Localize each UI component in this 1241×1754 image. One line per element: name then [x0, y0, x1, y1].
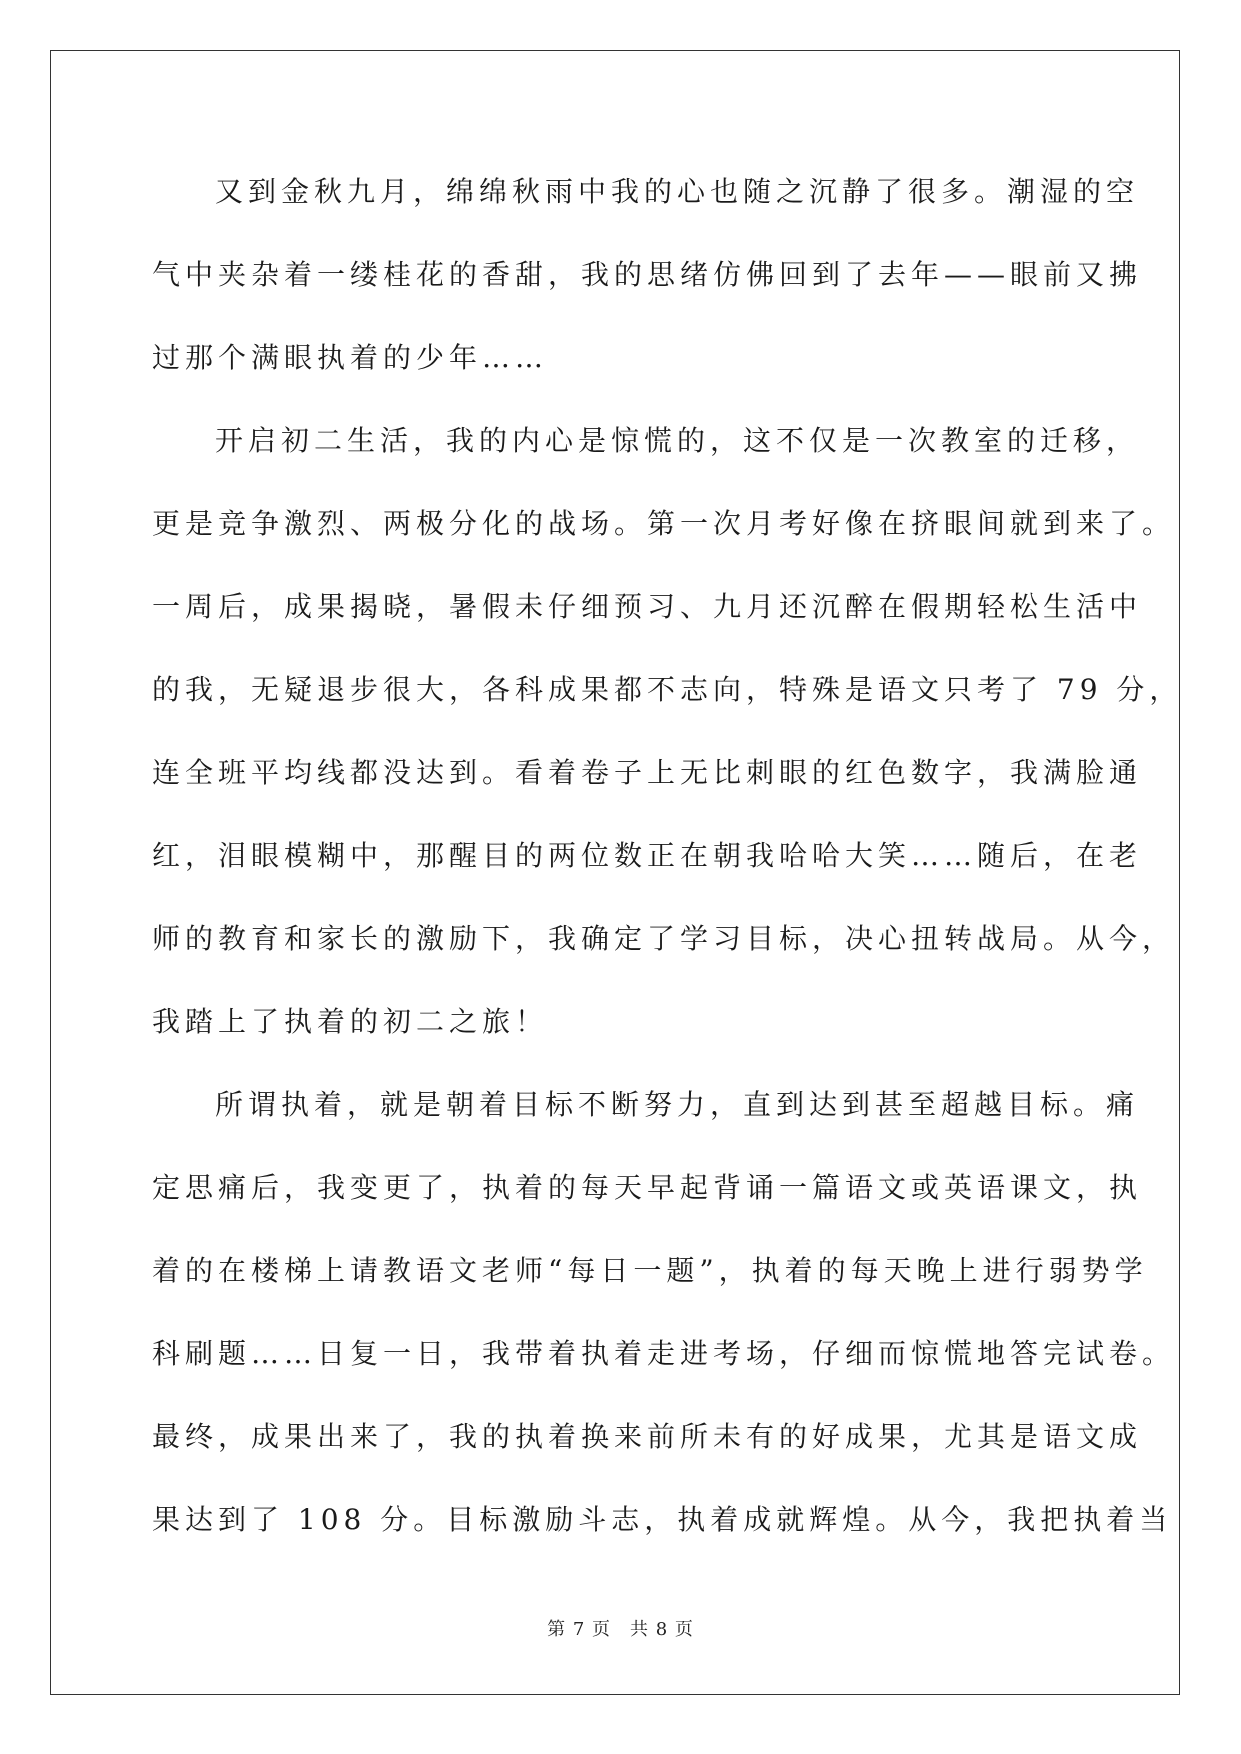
- paragraph-2-line-3: 一周后，成果揭晓，暑假未仔细预习、九月还沉醉在假期轻松生活中: [152, 590, 1143, 623]
- paragraph-2-line-2: 更是竞争激烈、两极分化的战场。第一次月考好像在挤眼间就到来了。: [152, 507, 1176, 540]
- paragraph-3-line-5: 最终，成果出来了，我的执着换来前所未有的好成果，尤其是语文成: [152, 1420, 1143, 1453]
- paragraph-1-line-1: 又到金秋九月，绵绵秋雨中我的心也随之沉静了很多。潮湿的空: [215, 175, 1140, 208]
- paragraph-3-line-2: 定思痛后，我变更了，执着的每天早起背诵一篇语文或英语课文，执: [152, 1171, 1143, 1204]
- paragraph-1-line-2: 气中夹杂着一缕桂花的香甜，我的思绪仿佛回到了去年——眼前又拂: [152, 258, 1143, 291]
- paragraph-2-line-7: 师的教育和家长的激励下，我确定了学习目标，决心扭转战局。从今，: [152, 922, 1176, 955]
- paragraph-3-line-6: 果达到了 108 分。目标激励斗志，执着成就辉煌。从今，我把执着当: [152, 1503, 1173, 1536]
- paragraph-2-line-4: 的我，无疑退步很大，各科成果都不志向，特殊是语文只考了 79 分，: [152, 673, 1183, 706]
- document-body: [152, 150, 1183, 1561]
- paragraph-3-line-3: 着的在楼梯上请教语文老师“每日一题”，执着的每天晚上进行弱势学: [152, 1254, 1148, 1287]
- paragraph-2-line-5: 连全班平均线都没达到。看着卷子上无比刺眼的红色数字，我满脸通: [152, 756, 1143, 789]
- paragraph-3-line-4: 科刷题……日复一日，我带着执着走进考场，仔细而惊慌地答完试卷。: [152, 1337, 1176, 1370]
- paragraph-2-line-6: 红，泪眼模糊中，那醒目的两位数正在朝我哈哈大笑……随后，在老: [152, 839, 1143, 872]
- paragraph-1-line-3: 过那个满眼执着的少年……: [152, 341, 549, 374]
- paragraph-3-line-1: 所谓执着，就是朝着目标不断努力，直到达到甚至超越目标。痛: [215, 1088, 1140, 1121]
- paragraph-2-line-8: 我踏上了执着的初二之旅！: [152, 1005, 549, 1038]
- paragraph-2-line-1: 开启初二生活，我的内心是惊慌的，这不仅是一次教室的迁移，: [215, 424, 1140, 457]
- page-number-footer: 第 7 页 共 8 页: [547, 1619, 694, 1640]
